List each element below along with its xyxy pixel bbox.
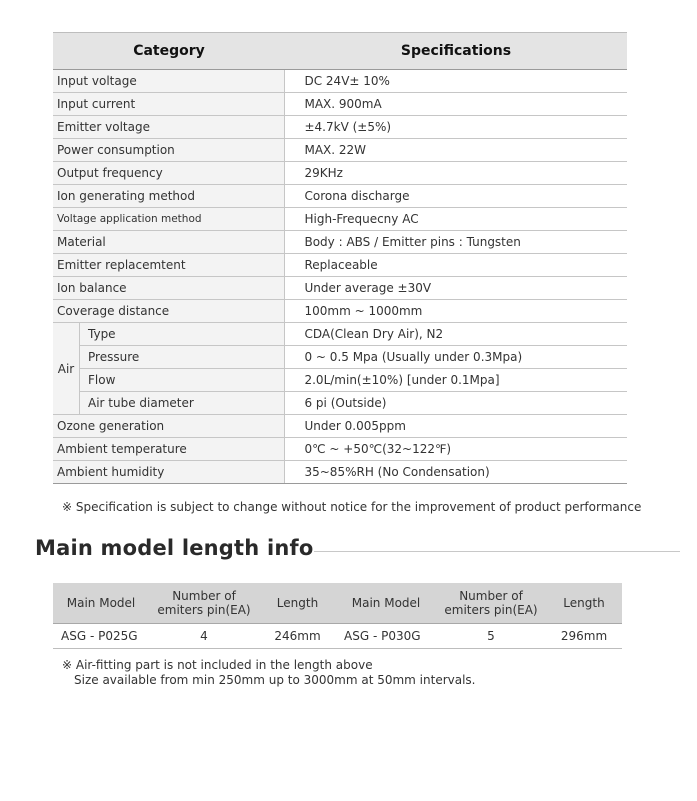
spec-label: Input voltage [53, 70, 285, 93]
spec-value: Under average ±30V [285, 277, 627, 300]
length-header: Length [259, 583, 336, 624]
header-line: emiters pin(EA) [157, 603, 251, 617]
spec-value: 100mm ~ 1000mm [285, 300, 627, 323]
table-row [53, 415, 627, 438]
model-header-row [53, 583, 622, 624]
emitter-count-header [149, 583, 259, 624]
spec-label: Ambient humidity [53, 461, 285, 484]
emitter-count: 5 [436, 624, 546, 649]
spec-value: 35~85%RH (No Condensation) [285, 461, 627, 484]
spec-label: Air tube diameter [80, 392, 285, 415]
spec-label: Ambient temperature [53, 438, 285, 461]
table-row [53, 277, 627, 300]
section-divider [314, 551, 680, 552]
spec-value: MAX. 900mA [285, 93, 627, 116]
model-length: 246mm [259, 624, 336, 649]
spec-label: Emitter voltage [53, 116, 285, 139]
table-row [53, 461, 627, 484]
spec-label: Pressure [80, 346, 285, 369]
spec-value: CDA(Clean Dry Air), N2 [285, 323, 627, 346]
spec-label: Emitter replacemtent [53, 254, 285, 277]
spec-label: Coverage distance [53, 300, 285, 323]
table-row [53, 392, 627, 415]
table-row [53, 70, 627, 93]
length-note-line: Size available from min 250mm up to 3000mm at 50mm intervals. [74, 673, 476, 687]
header-line: Number of [172, 589, 236, 603]
table-row [53, 162, 627, 185]
table-row [53, 300, 627, 323]
spec-value: 0 ~ 0.5 Mpa (Usually under 0.3Mpa) [285, 346, 627, 369]
spec-value: 0℃ ~ +50℃(32~122℉) [285, 438, 627, 461]
spec-value: Under 0.005ppm [285, 415, 627, 438]
emitter-count: 4 [149, 624, 259, 649]
spec-label: Power consumption [53, 139, 285, 162]
model-length: 296mm [546, 624, 622, 649]
spec-value: 29KHz [285, 162, 627, 185]
spec-value: Body : ABS / Emitter pins : Tungsten [285, 231, 627, 254]
specifications-header: Specifications [285, 33, 627, 70]
table-row [53, 231, 627, 254]
spec-value: High-Frequecny AC [285, 208, 627, 231]
spec-label: Ion balance [53, 277, 285, 300]
table-row [53, 323, 627, 346]
table-row [53, 438, 627, 461]
length-header: Length [546, 583, 622, 624]
table-row [53, 116, 627, 139]
air-group-label: Air [53, 323, 80, 415]
length-note-line: ※ Air-fitting part is not included in the length above [62, 658, 373, 672]
spec-label: Output frequency [53, 162, 285, 185]
table-row [53, 185, 627, 208]
spec-value: 6 pi (Outside) [285, 392, 627, 415]
header-line: emiters pin(EA) [444, 603, 538, 617]
table-row [53, 254, 627, 277]
table-row [53, 369, 627, 392]
spec-value: Corona discharge [285, 185, 627, 208]
spec-value: Replaceable [285, 254, 627, 277]
spec-label: Input current [53, 93, 285, 116]
main-model-header: Main Model [336, 583, 436, 624]
model-name: ASG - P025G [53, 624, 149, 649]
spec-label: Ion generating method [53, 185, 285, 208]
main-model-header: Main Model [53, 583, 149, 624]
emitter-count-header [436, 583, 546, 624]
table-row [53, 139, 627, 162]
table-row [53, 346, 627, 369]
spec-change-note: ※ Specification is subject to change without notice for the improvement of product performance [62, 500, 642, 514]
spec-label: Voltage application method [53, 208, 285, 231]
category-header: Category [53, 33, 285, 70]
spec-label: Type [80, 323, 285, 346]
spec-value: ±4.7kV (±5%) [285, 116, 627, 139]
section-title: Main model length info [35, 536, 314, 560]
table-row [53, 624, 622, 649]
length-note [62, 658, 476, 688]
spec-value: DC 24V± 10% [285, 70, 627, 93]
model-length-table [53, 583, 622, 649]
table-row [53, 93, 627, 116]
spec-value: 2.0L/min(±10%) [under 0.1Mpa] [285, 369, 627, 392]
header-line: Number of [459, 589, 523, 603]
spec-label: Flow [80, 369, 285, 392]
spec-label: Ozone generation [53, 415, 285, 438]
table-row [53, 208, 627, 231]
model-name: ASG - P030G [336, 624, 436, 649]
spec-value: MAX. 22W [285, 139, 627, 162]
spec-label: Material [53, 231, 285, 254]
spec-header-row [53, 33, 627, 70]
specifications-table [53, 32, 627, 484]
